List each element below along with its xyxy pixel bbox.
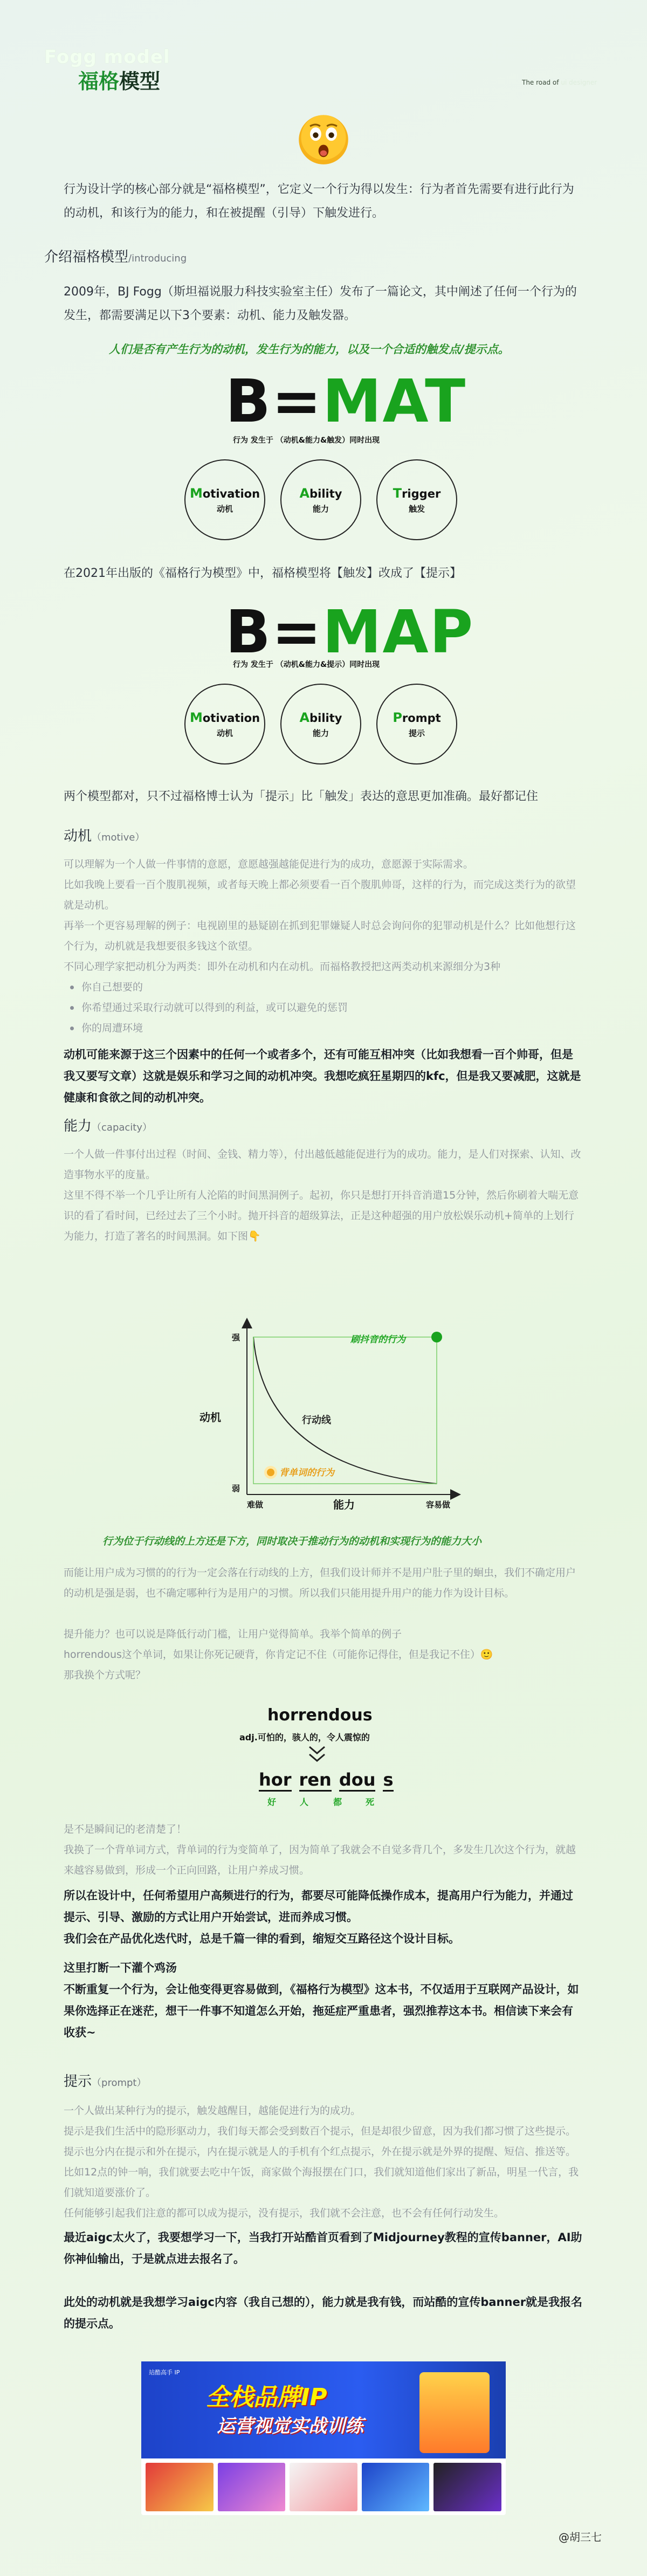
zcool-banner[interactable] [141,2361,506,2515]
road-text: The road of [522,79,561,86]
annotation-words: 背单词的行为 [279,1468,334,1478]
prompt-p3: 任何能够引起我们注意的都可以成为提示，没有提示，我们就不会注意，也不会有任何行动发生。 [64,2207,505,2219]
motive-bullet-1: 你自己想要的 [70,977,143,997]
intro-paragraph: 行为设计学的核心部分就是“福格模型”，它定义一个行为得以发生：行为者首先需要有进行此行为的动机，和该行为的能力，和在被提醒（引导）下触发进行。 [64,183,574,220]
introducing-title-text: 介绍福格模型 [44,249,129,265]
motive-bullet-2: 你希望通过采取行动就可以得到的利益，或可以避免的惩罚 [70,997,348,1018]
formula2-caption: 行为 发生于 （动机&能力&提示）同时出现 [233,660,380,669]
introducing-subtitle: /introducing [128,253,187,264]
banner-line2: 运营视觉实战训练 [217,2415,363,2437]
prompt-bold1: 最近aigc太火了，我要想学习一下，当我打开站酷首页看到了Midjourney教程的宣传banner，AI助你神仙输出，于是就点进去报名了。 [64,2231,582,2265]
x-tick-easy: 容易做 [426,1500,451,1510]
banner-thumbs [146,2463,501,2511]
formula-eq: = [271,367,323,436]
ability2-p2: 提升能力？也可以说是降低行动门槛，让用户觉得简单。我举个简单的例子 [64,1628,402,1640]
prompt-title: 提示（prompt） [64,2074,147,2090]
circle-trigger: Trigger 触发 [376,459,457,540]
ability2-p6: 我换了一个背单词方式，背单词的行为变简单了，因为简单了我就会不自觉多背几个，多发生几次这个行为，就越来越容易做到，形成一个正向回路，让用户养成习惯。 [64,1844,576,1876]
word-split: hor ren dou s [259,1769,394,1790]
formula-bmat [225,367,466,436]
ability2-p3: horrendous这个单词，如果让你死记硬背，你肯定记不住（可能你记得住，但是我记不住）🙂 [64,1649,493,1661]
ability2-p5: 是不是瞬间记的老清楚了！ [64,1823,187,1835]
ability2-bold4: 不断重复一个行为，会让他变得更容易做到，《福格行为模型》这本书，不仅适用于互联网产品设计，如果你选择正在迷茫，想干一件事不知道怎么开始，拖延症严重患者，强烈推荐这本书。相信读下来会有收获~ [64,1983,579,2039]
header-title-cn-prefix: 福格 [78,70,120,93]
formula-bmap: B=MAP [225,597,474,666]
thumb-1[interactable] [146,2463,214,2511]
ability-p2: 这里不得不举一个几乎让所有人沦陷的时间黑洞例子。起初，你只是想打开抖音消遣15分钟，然后你刷着大喘无意识的看了看时间，已经过去了三个小时。抛开抖音的超级算法，正是这种超强的用户放松娱乐动机+简单的上划行为能力，打造了著名的时间黑洞。如下图👇 [64,1189,579,1242]
header-road [522,79,597,86]
curve-label: 行动线 [302,1415,331,1426]
shocked-face-icon [295,111,352,167]
ability-chart [189,1315,469,1520]
formula-mat: MAT [322,367,467,436]
header-title-en: Fogg model [44,46,170,68]
formula1-caption: 行为 发生于 （动机&能力&触发）同时出现 [233,436,380,445]
motive-bold: 动机可能来源于这三个因素中的任何一个或者多个，还有可能互相冲突（比如我想看一百个帅哥，但是我又要写文章）这就是娱乐和学习之间的动机冲突。我想吃疯狂星期四的kfc，但是我又要减肥，这就是健康和食欲之间的动机冲突。 [64,1048,581,1104]
circle-prompt: Prompt 提示 [376,684,457,764]
motive-bullet-3: 你的周遭环境 [70,1018,143,1038]
ability-p1: 一个人做一件事付出过程（时间、金钱、精力等），付出越低越能促进行为的成功。能力，是人们对探索、认知、改造事物水平的度量。 [64,1148,581,1181]
circle-motivation-2: Motivation 动机 [184,684,265,764]
introducing-highlight: 人们是否有产生行为的动机，发生行为的能力，以及一个合适的触发点/提示点。 [109,343,510,356]
introducing-paragraph: 2009年，BJ Fogg（斯坦福说服力科技实验室主任）发布了一篇论文，其中阐述了任何一个行为的发生，都需要满足以下3个要素：动机、能力及触发器。 [64,285,577,322]
banner-hero [141,2361,506,2458]
header-title-cn [78,65,160,94]
circle-ability-2: Ability 能力 [280,684,361,764]
formula-b: B [225,367,272,436]
change-text: 在2021年出版的《福格行为模型》中，福格模型将【触发】改成了【提示】 [64,567,462,580]
circle-motivation: Motivation 动机 [184,459,265,540]
y-axis-label: 动机 [199,1411,221,1424]
motive-p3: 再举一个更容易理解的例子：电视剧里的悬疑剧在抓到犯罪嫌疑人时总会询问你的犯罪动机是什么？比如他想行这个行为，动机就是我想要很多钱这个欲望。 [64,920,576,952]
action-line [253,1337,437,1484]
y-tick-weak: 弱 [232,1484,240,1493]
double-chevron-down-icon [306,1745,328,1764]
word-meaning: adj.可怕的，骇人的，令人震惊的 [239,1732,370,1742]
annotation-douyin: 刷抖音的行为 [350,1334,405,1345]
word-horrendous: horrendous [267,1706,373,1725]
chart-caption: 行为位于行动线的上方还是下方，同时取决于推动行为的动机和实现行为的能力大小 [102,1535,482,1547]
prompt-bold2: 此处的动机就是我想学习aigc内容（我自己想的），能力就是我有钱，而站酷的宣传banner就是我报名的提示点。 [64,2296,583,2330]
ability2-p4: 那我换个方式呢？ [64,1669,146,1681]
thumb-2[interactable] [218,2463,286,2511]
thumb-4[interactable] [362,2463,430,2511]
douyin-point [431,1332,442,1342]
ability-title: 能力（capacity） [64,1118,153,1134]
prompt-p2: 提示是我们生活中的隐形驱动力，我们每天都会受到数百个提示，但是却很少留意，因为我们都习惯了这些提示。提示也分内在提示和外在提示，内在提示就是人的手机有个红点提示，外在提示就是外界的提醒、短信、推送等。比如12点的钟一响，我们就要去吃中午饭，商家做个海报摆在门口，我们就知道他们家出了新品，明星一代言，我们就知道要涨价了。 [64,2125,579,2199]
x-axis-label: 能力 [333,1498,355,1511]
circle-ability: Ability 能力 [280,459,361,540]
prompt-p1: 一个人做出某种行为的提示，触发越醒目，越能促进行为的成功。 [64,2105,361,2117]
word-point [267,1469,274,1476]
motive-p1: 可以理解为一个人做一件事情的意愿，意愿越强越能促进行为的成功，意愿源于实际需求。 [64,858,474,870]
ability2-bold1: 所以在设计中，任何希望用户高频进行的行为，都要尽可能降低操作成本，提高用户行为能力，并通过提示、引导、激励的方式让用户开始尝试，进而养成习惯。 [64,1889,573,1924]
y-tick-strong: 强 [232,1333,240,1342]
motive-p4: 不同心理学家把动机分为两类：即外在动机和内在动机。而福格教授把这两类动机来源细分为3种 [64,961,501,973]
motive-title: 动机（motive） [64,828,145,844]
x-tick-hard: 难做 [247,1500,264,1510]
banner-line1: 全栈品牌IP [206,2384,327,2411]
thumb-3[interactable] [290,2463,357,2511]
banner-tag: 站酷高手 IP [149,2369,180,2376]
ability2-bold3: 这里打断一下灌个鸡汤 [64,1961,177,1974]
road-faint: ui designer [561,79,597,86]
motive-p2: 比如我晚上要看一百个腹肌视频，或者每天晚上都必须要看一百个腹肌帅哥，这样的行为，而完成这类行为的欲望就是动机。 [64,879,576,911]
ability2-p1: 而能让用户成为习惯的的行为一定会落在行动线的上方，但我们设计师并不是用户肚子里的蛔虫，我们不确定用户的动机是强是弱，也不确定哪种行为是用户的习惯。所以我们只能用提升用户的能力作为设计目标。 [64,1567,576,1599]
word-split-meaning: 好 人 都 死 [267,1797,376,1807]
conclusion: 两个模型都对，只不过福格博士认为「提示」比「触发」表达的意思更加准确。最好都记住 [64,790,539,803]
introducing-title [44,246,187,266]
signature: @胡三七 [559,2531,602,2544]
ability2-bold2: 我们会在产品优化迭代时，总是千篇一律的看到，缩短交互路径这个设计目标。 [64,1932,460,1945]
thumb-5[interactable] [433,2463,501,2511]
banner-illustration [419,2372,490,2453]
header-title-cn-suffix: 模型 [119,70,161,93]
